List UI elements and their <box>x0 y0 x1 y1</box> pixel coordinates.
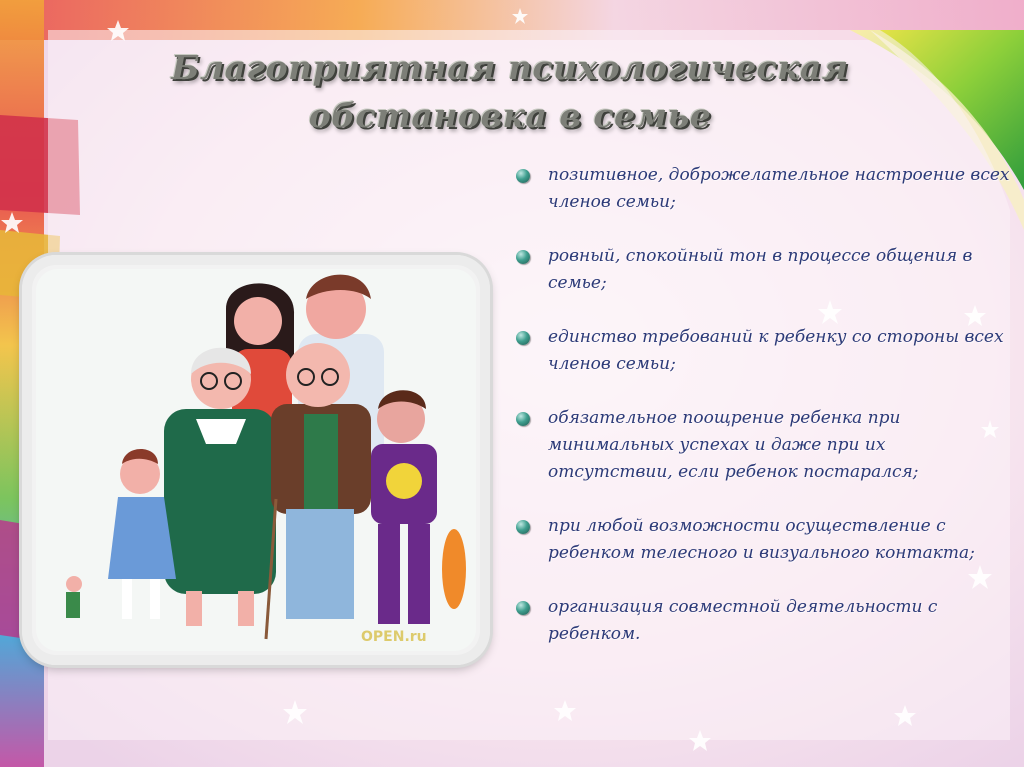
recommendations-list <box>514 162 1014 675</box>
title-line-1: Благоприятная психологическая <box>171 48 849 87</box>
sphere-bullet-icon <box>516 331 530 345</box>
family-illustration-frame <box>22 255 490 665</box>
slide-title <box>140 44 880 140</box>
sphere-bullet-icon <box>516 520 530 534</box>
list-item <box>514 324 1014 378</box>
list-item-text: при любой возможности осуществление с ребенком телесного и визуального контакта; <box>548 516 975 563</box>
list-item-text: единство требований к ребенку со стороны всех членов семьи; <box>548 327 1004 374</box>
title-line-2: обстановка в семье <box>308 96 712 135</box>
list-item-text: позитивное, доброжелательное настроение всех членов семьи; <box>548 165 1010 212</box>
list-item <box>514 162 1014 216</box>
photo-watermark: OPEN.ru <box>361 629 427 645</box>
sphere-bullet-icon <box>516 412 530 426</box>
list-item-text: организация совместной деятельности с ребенком. <box>548 597 938 644</box>
list-item <box>514 513 1014 567</box>
list-item <box>514 243 1014 297</box>
list-item-text: обязательное поощрение ребенка при минимальных успехах и даже при их отсутствии, если ребенок постарался; <box>548 408 919 482</box>
family-illustration <box>36 269 476 651</box>
list-item <box>514 405 1014 486</box>
sphere-bullet-icon <box>516 250 530 264</box>
list-item <box>514 594 1014 648</box>
list-item-text: ровный, спокойный тон в процессе общения в семье; <box>548 246 973 293</box>
sphere-bullet-icon <box>516 601 530 615</box>
sphere-bullet-icon <box>516 169 530 183</box>
